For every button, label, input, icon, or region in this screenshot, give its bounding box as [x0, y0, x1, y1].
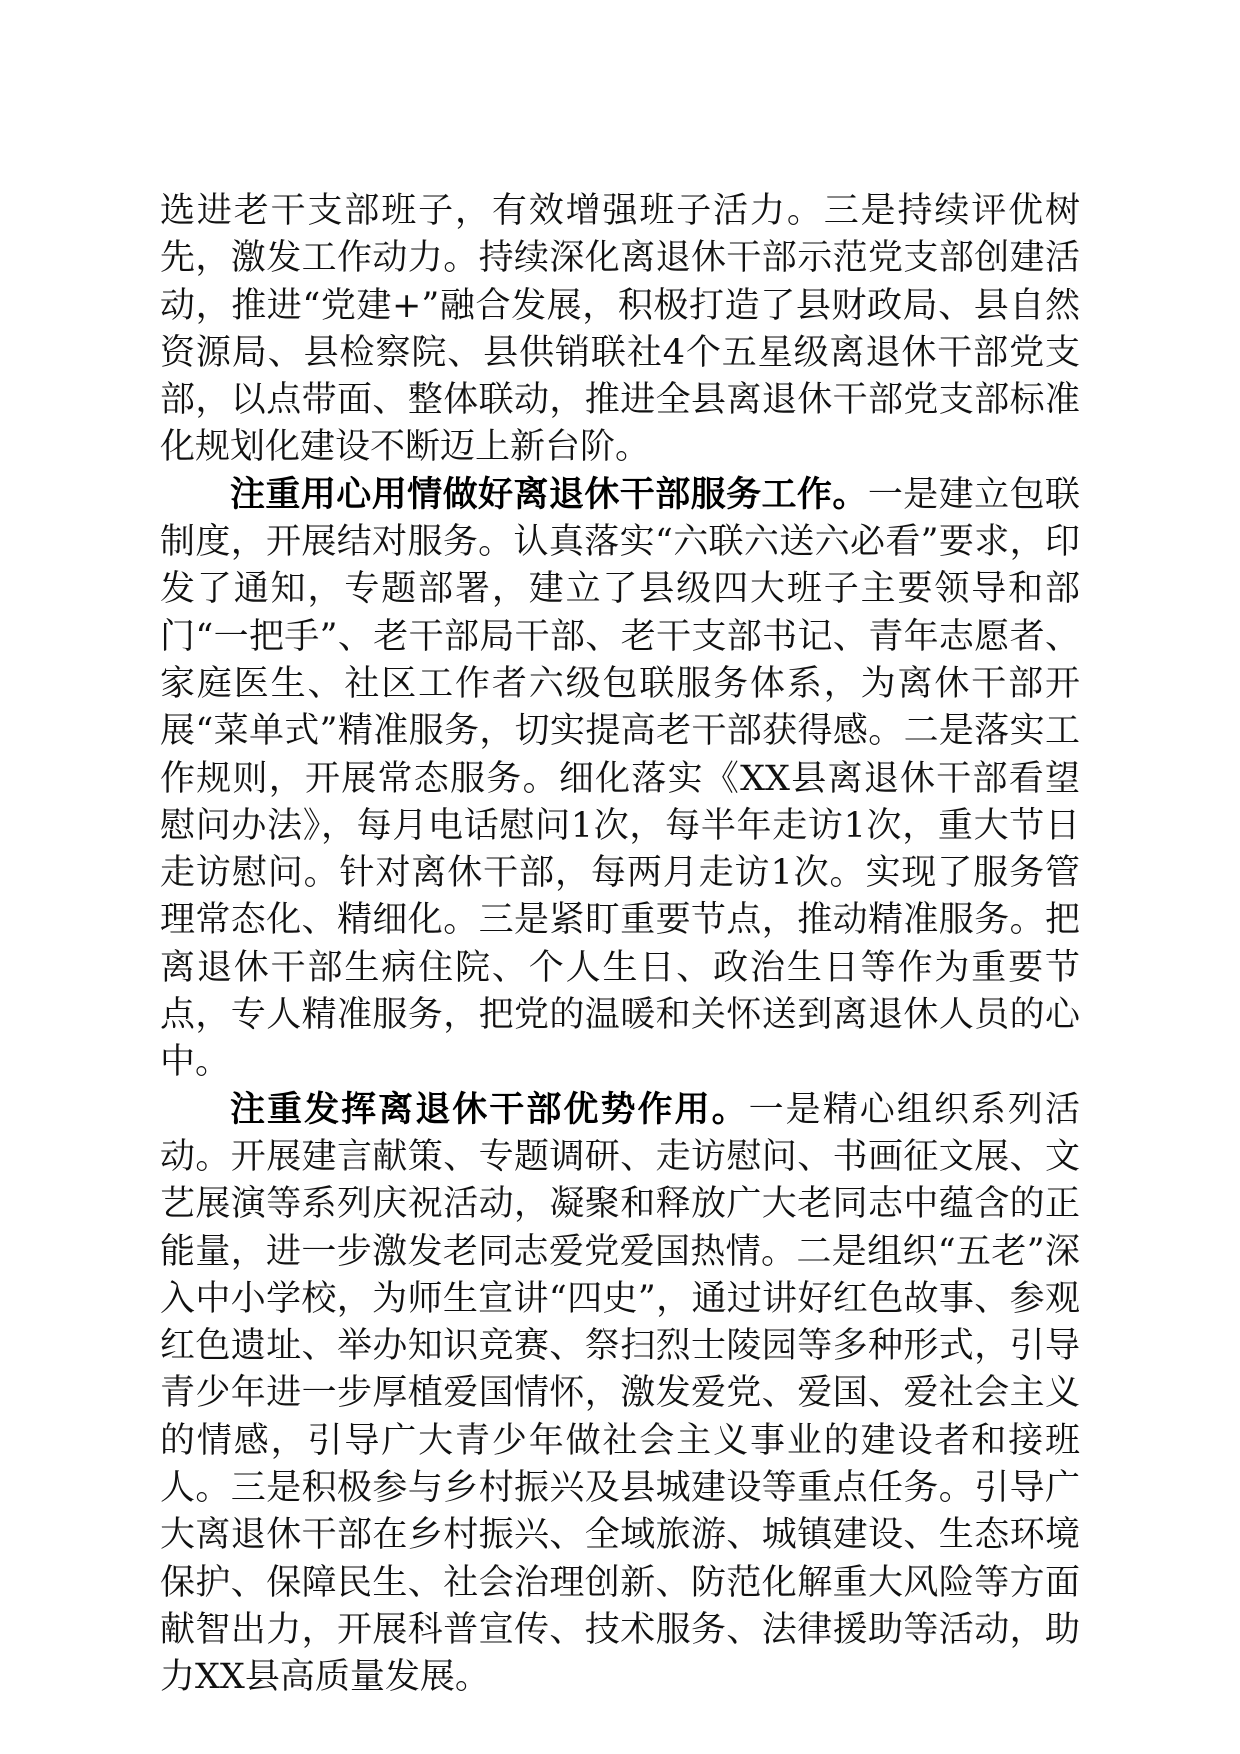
- paragraph-heading: 注重发挥离退休干部优势作用。: [230, 1089, 749, 1130]
- paragraph-body: 一是建立包联制度，开展结对服务。认真落实“六联六送六必看”要求，印发了通知，专题部署，建立了县级四大班子主要领导和部门“一把手”、老干部局干部、老干支部书记、青年志愿者、家庭医生、社区工作者六级包联服务体系，为离休干部开展“菜单式”精准服务，切实提高老干部获得感。二是落实工作规则，开展常态服务。细化落实《XX县离退休干部看望慰问办法》，每月电话慰问1次，每半年走访1次，重大节日走访慰问。针对离休干部，每两月走访1次。实现了服务管理常态化、精细化。三是紧盯重要节点，推动精准服务。把离退休干部生病住院、个人生日、政治生日等作为重要节点，专人精准服务，把党的温暖和关怀送到离退休人员的心中。: [160, 474, 1080, 1083]
- paragraph-continued: [160, 188, 1080, 472]
- document-page: [160, 188, 1080, 1702]
- paragraph-service-work: [160, 472, 1080, 1087]
- paragraph-body: 一是精心组织系列活动。开展建言献策、专题调研、走访慰问、书画征文展、文艺展演等系列庆祝活动，凝聚和释放广大老同志中蕴含的正能量，进一步激发老同志爱党爱国热情。二是组织“五老”深入中小学校，为师生宣讲“四史”，通过讲好红色故事、参观红色遗址、举办知识竞赛、祭扫烈士陵园等多种形式，引导青少年进一步厚植爱国情怀，激发爱党、爱国、爱社会主义的情感，引导广大青少年做社会主义事业的建设者和接班人。三是积极参与乡村振兴及县城建设等重点任务。引导广大离退休干部在乡村振兴、全域旅游、城镇建设、生态环境保护、保障民生、社会治理创新、防范化解重大风险等方面献智出力，开展科普宣传、技术服务、法律援助等活动，助力XX县高质量发展。: [160, 1089, 1080, 1698]
- paragraph-advantage-role: [160, 1087, 1080, 1702]
- paragraph-body: 选进老干支部班子，有效增强班子活力。三是持续评优树先，激发工作动力。持续深化离退休干部示范党支部创建活动，推进“党建+”融合发展，积极打造了县财政局、县自然资源局、县检察院、县供销联社4个五星级离退休干部党支部，以点带面、整体联动，推进全县离退休干部党支部标准化规划化建设不断迈上新台阶。: [160, 191, 1080, 468]
- paragraph-heading: 注重用心用情做好离退休干部服务工作。: [230, 474, 868, 515]
